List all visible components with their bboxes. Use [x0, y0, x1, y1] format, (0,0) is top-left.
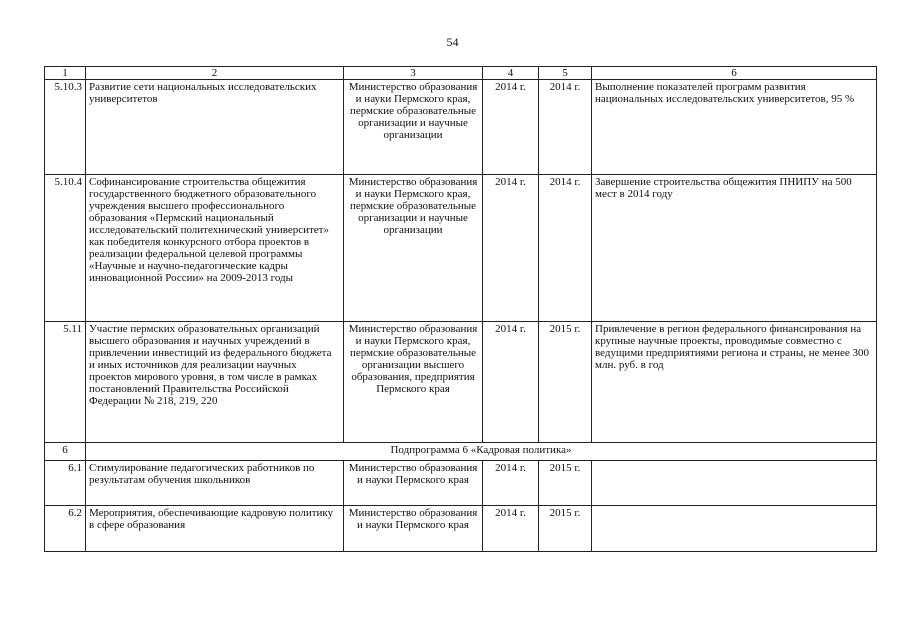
row-start: 2014 г.: [483, 175, 539, 322]
header-cell-5: 5: [539, 67, 592, 80]
subprogram-title: Подпрограмма 6 «Кадровая политика»: [86, 443, 877, 461]
row-executor: Министерство образования и науки Пермского края, пермские образовательные организации и научные организации: [344, 175, 483, 322]
header-cell-4: 4: [483, 67, 539, 80]
table-row: [45, 175, 877, 322]
row-result: Завершение строительства общежития ПНИПУ на 500 мест в 2014 году: [592, 175, 877, 322]
table-row: [45, 506, 877, 552]
row-start: 2014 г.: [483, 322, 539, 443]
row-result: Выполнение показателей программ развития национальных исследовательских университетов, 95 %: [592, 80, 877, 175]
row-number: 5.10.4: [45, 175, 86, 322]
subprogram-number: 6: [45, 443, 86, 461]
subprogram-row: [45, 443, 877, 461]
row-executor: Министерство образования и науки Пермского края, пермские образовательные организации высшего образования, предприятия Пермского края: [344, 322, 483, 443]
row-number: 5.11: [45, 322, 86, 443]
page-number: 54: [446, 35, 459, 49]
row-end: 2014 г.: [539, 175, 592, 322]
row-result: [592, 506, 877, 552]
row-end: 2015 г.: [539, 506, 592, 552]
row-end: 2014 г.: [539, 80, 592, 175]
header-cell-3: 3: [344, 67, 483, 80]
row-number: 6.2: [45, 506, 86, 552]
activities-table: [44, 66, 877, 552]
row-number: 6.1: [45, 461, 86, 506]
row-result: [592, 461, 877, 506]
row-executor: Министерство образования и науки Пермского края, пермские образовательные организации и научные организации: [344, 80, 483, 175]
row-start: 2014 г.: [483, 80, 539, 175]
row-title: Мероприятия, обеспечивающие кадровую политику в сфере образования: [86, 506, 344, 552]
row-executor: Министерство образования и науки Пермского края: [344, 506, 483, 552]
table-row: [45, 461, 877, 506]
table-row: [45, 80, 877, 175]
row-title: Участие пермских образовательных организаций высшего образования и научных учреждений в привлечении инвестиций из федерального бюджета и иных источников для реализации научных проектов мирового уровня, в том числе в рамках постановлений Правительства Российской Федерации № 218, 219, 220: [86, 322, 344, 443]
row-title: Софинансирование строительства общежития государственного бюджетного образовательного учреждения высшего профессионального образования «Пермский национальный исследовательский политехнический университет» как победителя конкурсного отбора проектов в реализации федеральной целевой программы «Научные и научно-педагогические кадры инновационной России» на 2009-2013 годы: [86, 175, 344, 322]
row-number: 5.10.3: [45, 80, 86, 175]
header-cell-1: 1: [45, 67, 86, 80]
row-title: Стимулирование педагогических работников по результатам обучения школьников: [86, 461, 344, 506]
row-result: Привлечение в регион федерального финансирования на крупные научные проекты, проводимые совместно с ведущими предприятиями региона и страны, не менее 300 млн. руб. в год: [592, 322, 877, 443]
header-cell-2: 2: [86, 67, 344, 80]
header-cell-6: 6: [592, 67, 877, 80]
header-row: [45, 67, 877, 80]
row-end: 2015 г.: [539, 461, 592, 506]
row-end: 2015 г.: [539, 322, 592, 443]
table-row: [45, 322, 877, 443]
row-title: Развитие сети национальных исследовательских университетов: [86, 80, 344, 175]
row-executor: Министерство образования и науки Пермского края: [344, 461, 483, 506]
row-start: 2014 г.: [483, 461, 539, 506]
row-start: 2014 г.: [483, 506, 539, 552]
